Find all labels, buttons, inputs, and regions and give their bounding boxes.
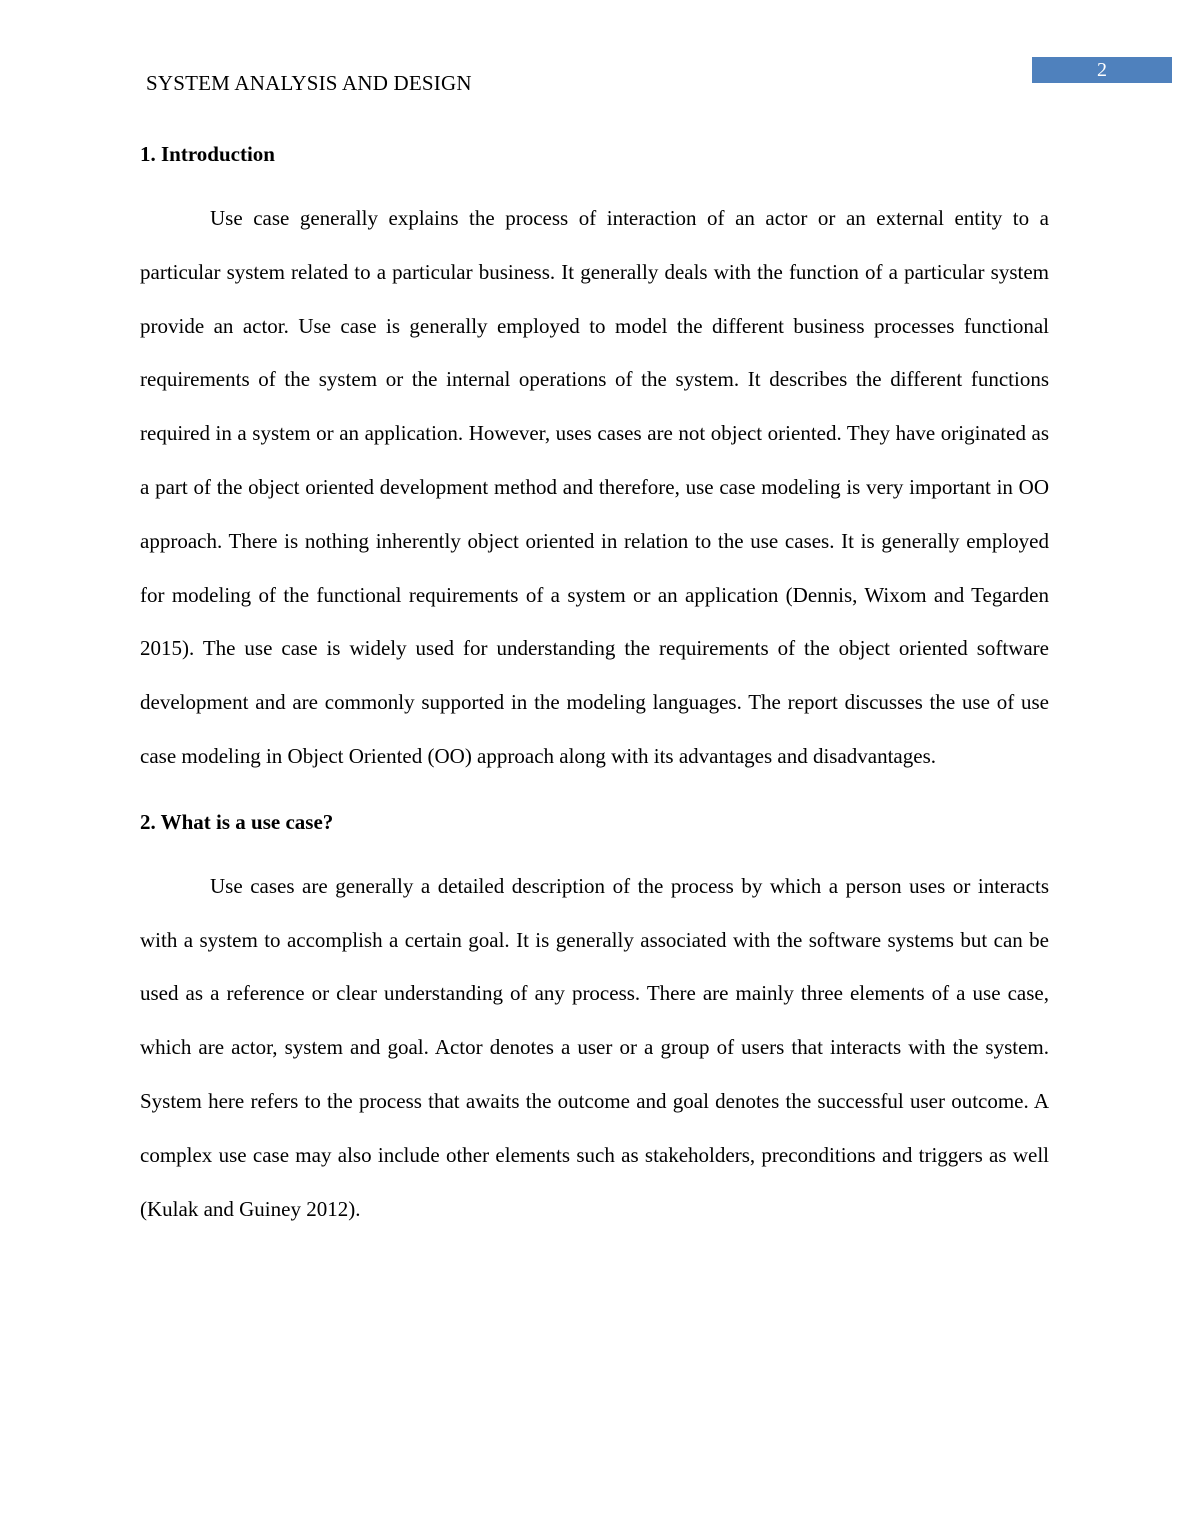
- section-heading-introduction: 1. Introduction: [140, 142, 275, 166]
- section-heading-what-is-use-case: 2. What is a use case?: [140, 809, 334, 834]
- section-paragraph-what-is-use-case: Use cases are generally a detailed description of the process by which a person uses or interacts with a system to accomplish a certain goal. It is generally associated with the software systems but can be used as a reference or clear understanding of any process. There are mainly three elements of a use case, which are actor, system and goal. Actor denotes a user or a group of users that interacts with the system. System here refers to the process that awaits the outcome and goal denotes the successful user outcome. A complex use case may also include other elements such as stakeholders, preconditions and triggers as well (Kulak and Guiney 2012).: [140, 873, 1049, 1221]
- page-number: 2: [1097, 59, 1107, 81]
- section-paragraph-introduction: Use case generally explains the process of interaction of an actor or an external entity to a particular system related to a particular business. It generally deals with the function of a particular system provide an actor. Use case is generally employed to model the different business processes functional requirements of the system or the internal operations of the system. It describes the different functions required in a system or an application. However, uses cases are not object oriented. They have originated as a part of the object oriented development method and therefore, use case modeling is very important in OO approach. There is nothing inherently object oriented in relation to the use cases. It is generally employed for modeling of the functional requirements of a system or an application (Dennis, Wixom and Tegarden 2015). The use case is widely used for understanding the requirements of the object oriented software development and are commonly supported in the modeling languages. The report discusses the use of use case modeling in Object Oriented (OO) approach along with its advantages and disadvantages.: [140, 206, 1049, 768]
- page-number-badge: [1032, 57, 1172, 83]
- running-head: SYSTEM ANALYSIS AND DESIGN: [146, 71, 472, 95]
- document-body: [140, 135, 1049, 1236]
